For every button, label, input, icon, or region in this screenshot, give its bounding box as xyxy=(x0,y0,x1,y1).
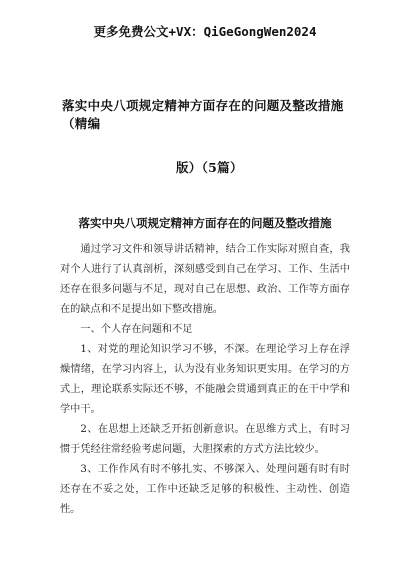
paragraph-intro: 通过学习文件和领导讲话精神，结合工作实际对照自查，我对个人进行了认真剖析，深刻感受到自己在学习、工作、生活中还存在很多问题与不足，现对自己在思想、政治、工作等方面存在的缺点和不足提出如下整改措施。 xyxy=(60,244,350,315)
paragraph-problem-1: 1、对党的理论知识学习不够，不深。在理论学习上存在浮燥情绪，在学习内容上，认为没有业务知识更实用。在学习的方式上，理论联系实际还不够，不能融会贯通到真正的在干中学和学中干。 xyxy=(60,344,350,415)
document-title-line-1: 落实中央八项规定精神方面存在的问题及整改措施（精编 xyxy=(62,98,344,131)
paragraph-problem-3: 3、工作作风有时不够扎实、不够深入、处理问题有时有时还存在不妥之处，工作中还缺乏足够的积极性、主动性、创造性。 xyxy=(60,464,350,515)
body-text xyxy=(60,240,350,520)
paragraph-heading-problems: 一、个人存在问题和不足 xyxy=(80,324,193,335)
paragraph-problem-2: 2、在思想上还缺乏开拓创新意识。在思维方式上，有时习惯于凭经往常经验考虑问题，大胆探索的方式方法比较少。 xyxy=(60,424,350,455)
section-title: 落实中央八项规定精神方面存在的问题及整改措施 xyxy=(78,216,332,230)
promo-banner: 更多免费公文+VX：QiGeGongWen2024 xyxy=(93,24,317,39)
document-title-line-2: 版）（5篇） xyxy=(176,160,243,175)
